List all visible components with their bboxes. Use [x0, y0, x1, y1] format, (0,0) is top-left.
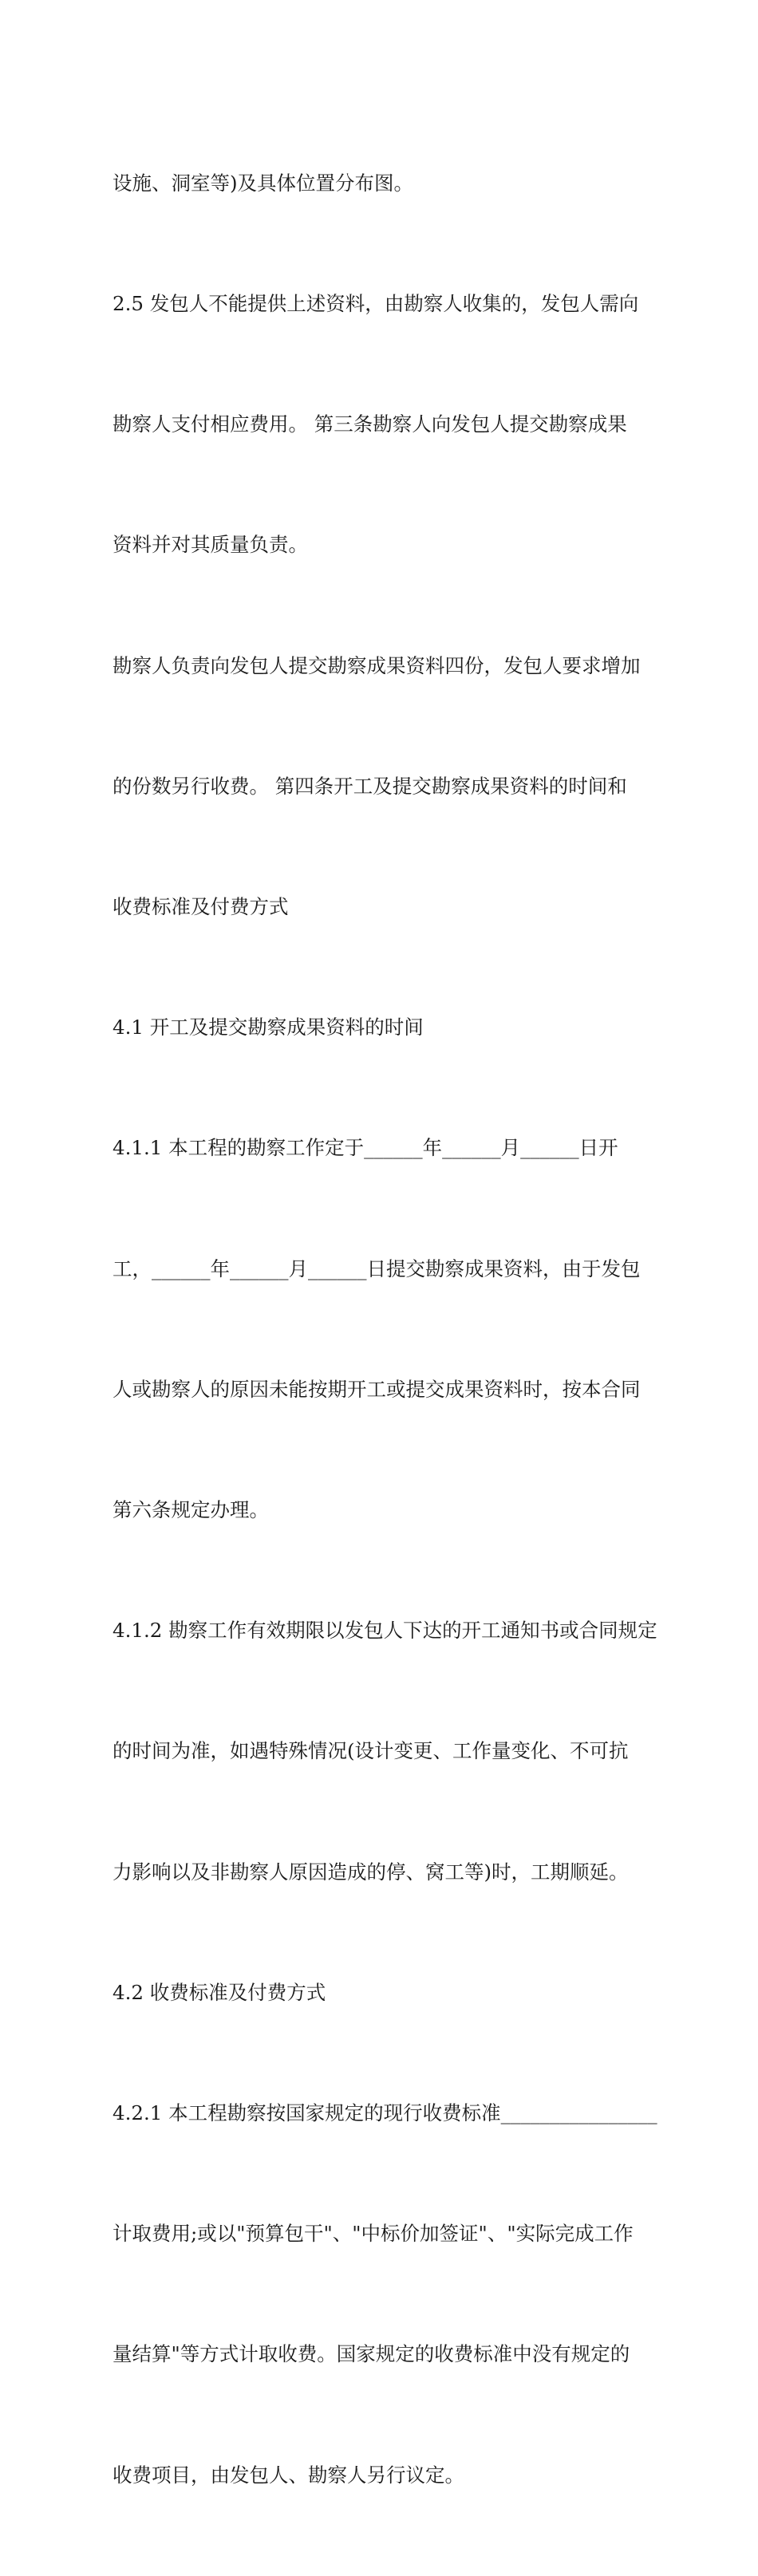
text-line: 人或勘察人的原因未能按期开工或提交成果资料时，按本合同 [113, 1377, 641, 1401]
text-line: 收费标准及付费方式 [113, 895, 289, 919]
text-line: 4.2 收费标准及付费方式 [113, 1980, 326, 2004]
text-line: 力影响以及非勘察人原因造成的停、窝工等)时，工期顺延。 [113, 1860, 629, 1884]
text-line: 设施、洞室等)及具体位置分布图。 [113, 171, 414, 195]
text-line: 的时间为准，如遇特殊情况(设计变更、工作量变化、不可抗 [113, 1739, 629, 1763]
text-line: 计取费用;或以"预算包干"、"中标价加签证"、"实际完成工作 [113, 2222, 634, 2246]
text-line: 量结算"等方式计取收费。国家规定的收费标准中没有规定的 [113, 2342, 630, 2366]
text-line: 工，______年______月______日提交勘察成果资料，由于发包 [113, 1256, 641, 1280]
text-line: 4.1.1 本工程的勘察工作定于______年______月______日开 [113, 1136, 618, 1160]
text-line: 4.2.1 本工程勘察按国家规定的现行收费标准________________ [113, 2101, 657, 2125]
text-line: 4.1 开工及提交勘察成果资料的时间 [113, 1016, 424, 1039]
text-line: 的份数另行收费。 第四条开工及提交勘察成果资料的时间和 [113, 774, 627, 798]
document-body [113, 83, 655, 2576]
text-line: 勘察人负责向发包人提交勘察成果资料四份，发包人要求增加 [113, 653, 641, 677]
text-line: 收费项目，由发包人、勘察人另行议定。 [113, 2463, 464, 2487]
text-line: 第六条规定办理。 [113, 1498, 269, 1522]
text-line: 2.5 发包人不能提供上述资料，由勘察人收集的，发包人需向 [113, 292, 639, 316]
text-line: 勘察人支付相应费用。 第三条勘察人向发包人提交勘察成果 [113, 412, 627, 436]
text-line: 资料并对其质量负责。 [113, 533, 308, 557]
text-line: 4.1.2 勘察工作有效期限以发包人下达的开工通知书或合同规定 [113, 1619, 657, 1643]
